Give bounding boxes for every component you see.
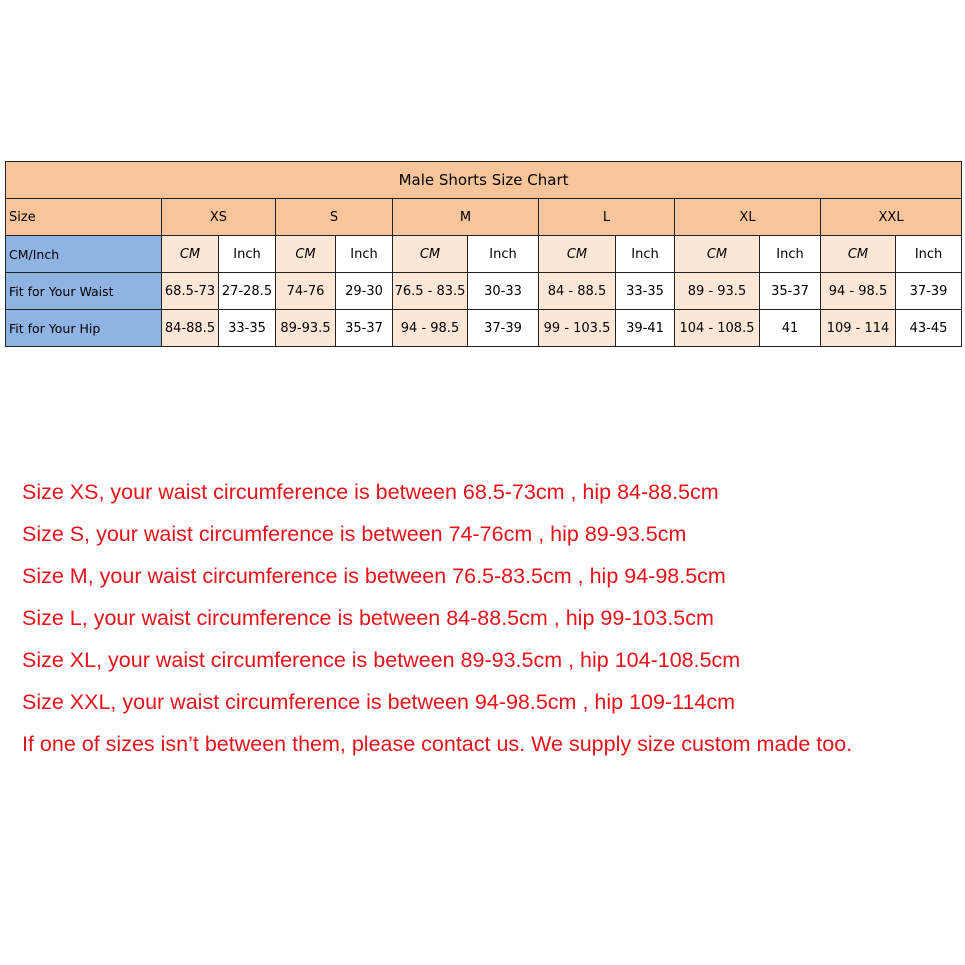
chart-title: Male Shorts Size Chart: [6, 162, 962, 199]
waist-m-cm: 76.5 - 83.5: [393, 273, 468, 310]
size-xl: XL: [675, 199, 821, 236]
unit-cm: CM: [393, 236, 468, 273]
waist-xs-cm: 68.5-73: [162, 273, 219, 310]
unit-cm: CM: [539, 236, 616, 273]
unit-label: CM/Inch: [6, 236, 162, 273]
unit-inch: Inch: [616, 236, 675, 273]
waist-s-inch: 29-30: [336, 273, 393, 310]
unit-inch: Inch: [468, 236, 539, 273]
size-s: S: [276, 199, 393, 236]
hip-s-cm: 89-93.5: [276, 310, 336, 347]
hip-xxl-cm: 109 - 114: [821, 310, 896, 347]
waist-xs-inch: 27-28.5: [219, 273, 276, 310]
hip-xl-inch: 41: [760, 310, 821, 347]
size-xs: XS: [162, 199, 276, 236]
waist-row: [6, 273, 962, 310]
waist-xxl-cm: 94 - 98.5: [821, 273, 896, 310]
note-m: Size M, your waist circumference is between 76.5-83.5cm , hip 94-98.5cm: [22, 564, 726, 588]
waist-xl-inch: 35-37: [760, 273, 821, 310]
hip-xxl-inch: 43-45: [896, 310, 962, 347]
note-s: Size S, your waist circumference is between 74-76cm , hip 89-93.5cm: [22, 522, 687, 546]
size-chart-table: [5, 161, 962, 347]
note-xs: Size XS, your waist circumference is between 68.5-73cm , hip 84-88.5cm: [22, 480, 719, 504]
hip-xl-cm: 104 - 108.5: [675, 310, 760, 347]
size-notes: [22, 476, 852, 770]
waist-l-cm: 84 - 88.5: [539, 273, 616, 310]
hip-m-cm: 94 - 98.5: [393, 310, 468, 347]
size-xxl: XXL: [821, 199, 962, 236]
hip-l-cm: 99 - 103.5: [539, 310, 616, 347]
unit-cm: CM: [162, 236, 219, 273]
hip-xs-inch: 33-35: [219, 310, 276, 347]
note-xl: Size XL, your waist circumference is between 89-93.5cm , hip 104-108.5cm: [22, 648, 741, 672]
hip-xs-cm: 84-88.5: [162, 310, 219, 347]
size-m: M: [393, 199, 539, 236]
unit-cm: CM: [821, 236, 896, 273]
size-label: Size: [6, 199, 162, 236]
waist-label: Fit for Your Waist: [6, 273, 162, 310]
waist-s-cm: 74-76: [276, 273, 336, 310]
unit-row: [6, 236, 962, 273]
unit-inch: Inch: [760, 236, 821, 273]
hip-s-inch: 35-37: [336, 310, 393, 347]
hip-l-inch: 39-41: [616, 310, 675, 347]
unit-inch: Inch: [336, 236, 393, 273]
waist-m-inch: 30-33: [468, 273, 539, 310]
note-contact: If one of sizes isn’t between them, please contact us. We supply size custom made too.: [22, 732, 853, 756]
waist-xxl-inch: 37-39: [896, 273, 962, 310]
unit-cm: CM: [675, 236, 760, 273]
title-row: [6, 162, 962, 199]
unit-cm: CM: [276, 236, 336, 273]
waist-l-inch: 33-35: [616, 273, 675, 310]
waist-xl-cm: 89 - 93.5: [675, 273, 760, 310]
note-l: Size L, your waist circumference is between 84-88.5cm , hip 99-103.5cm: [22, 606, 714, 630]
size-row: [6, 199, 962, 236]
size-l: L: [539, 199, 675, 236]
hip-label: Fit for Your Hip: [6, 310, 162, 347]
unit-inch: Inch: [219, 236, 276, 273]
note-xxl: Size XXL, your waist circumference is between 94-98.5cm , hip 109-114cm: [22, 690, 736, 714]
hip-row: [6, 310, 962, 347]
hip-m-inch: 37-39: [468, 310, 539, 347]
unit-inch: Inch: [896, 236, 962, 273]
